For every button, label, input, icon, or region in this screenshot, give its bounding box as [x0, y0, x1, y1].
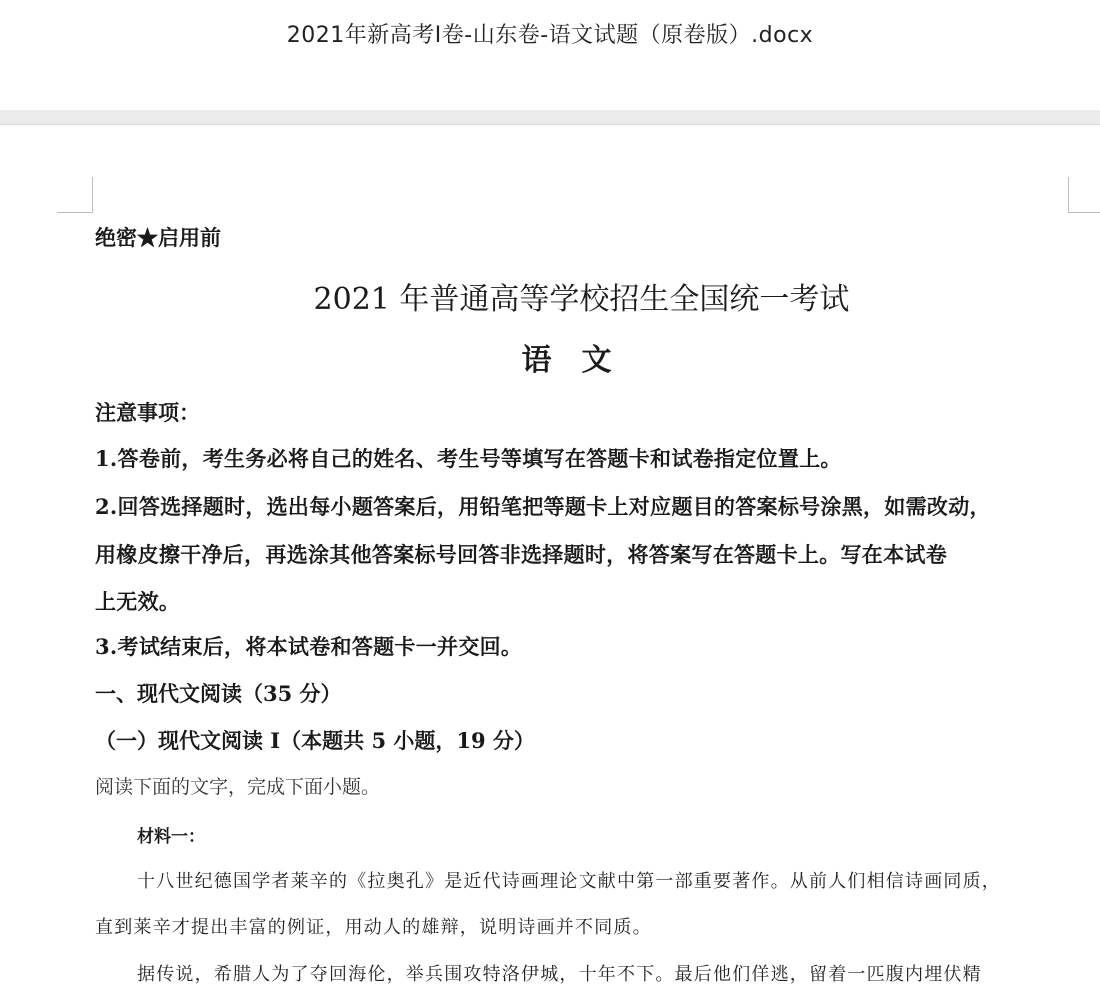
document-page[interactable]	[0, 125, 1100, 990]
window-titlebar	[0, 0, 1100, 110]
notice-item-3: 3.考试结束后，将本试卷和答题卡一并交回。	[95, 634, 523, 659]
notice-item-1: 1.答卷前，考生务必将自己的姓名、考生号等填写在答题卡和试卷指定位置上。	[95, 446, 842, 471]
notice-item-2-line-1: 2.回答选择题时，选出每小题答案后，用铅笔把等题卡上对应题目的答案标号涂黑，如需改动，	[95, 494, 991, 519]
notice-item-2-line-2: 用橡皮擦干净后，再选涂其他答案标号回答非选择题时，将答案写在答题卡上。写在本试卷	[95, 542, 947, 567]
notice-item-2-line-3: 上无效。	[95, 589, 181, 614]
section-subheading-1: （一）现代文阅读 I（本题共 5 小题，19 分）	[95, 728, 535, 753]
paragraph-line: 据传说，希腊人为了夺回海伦，举兵围攻特洛伊城，十年不下。最后他们佯逃，留着一匹腹内埋伏精	[137, 964, 982, 985]
paragraph-line: 直到莱辛才提出丰富的例证，用动人的雄辩，说明诗画并不同质。	[95, 917, 652, 938]
paragraph-line: 十八世纪德国学者莱辛的《拉奥孔》是近代诗画理论文献中第一部重要著作。从前人们相信诗画同质，	[137, 871, 1001, 892]
exam-title: 2021 年普通高等学校招生全国统一考试	[313, 282, 850, 317]
margin-corner-left	[57, 177, 93, 213]
margin-corner-right	[1068, 177, 1100, 213]
secret-mark: 绝密★启用前	[95, 225, 221, 250]
section-heading-1: 一、现代文阅读（35 分）	[95, 681, 342, 706]
page-separator	[0, 110, 1100, 125]
document-title: 2021年新高考I卷-山东卷-语文试题（原卷版）.docx	[286, 23, 814, 48]
material-label: 材料一：	[137, 827, 205, 847]
subject-title: 语文	[521, 343, 642, 378]
notice-heading: 注意事项：	[95, 400, 200, 425]
reading-instruction: 阅读下面的文字，完成下面小题。	[95, 776, 381, 798]
